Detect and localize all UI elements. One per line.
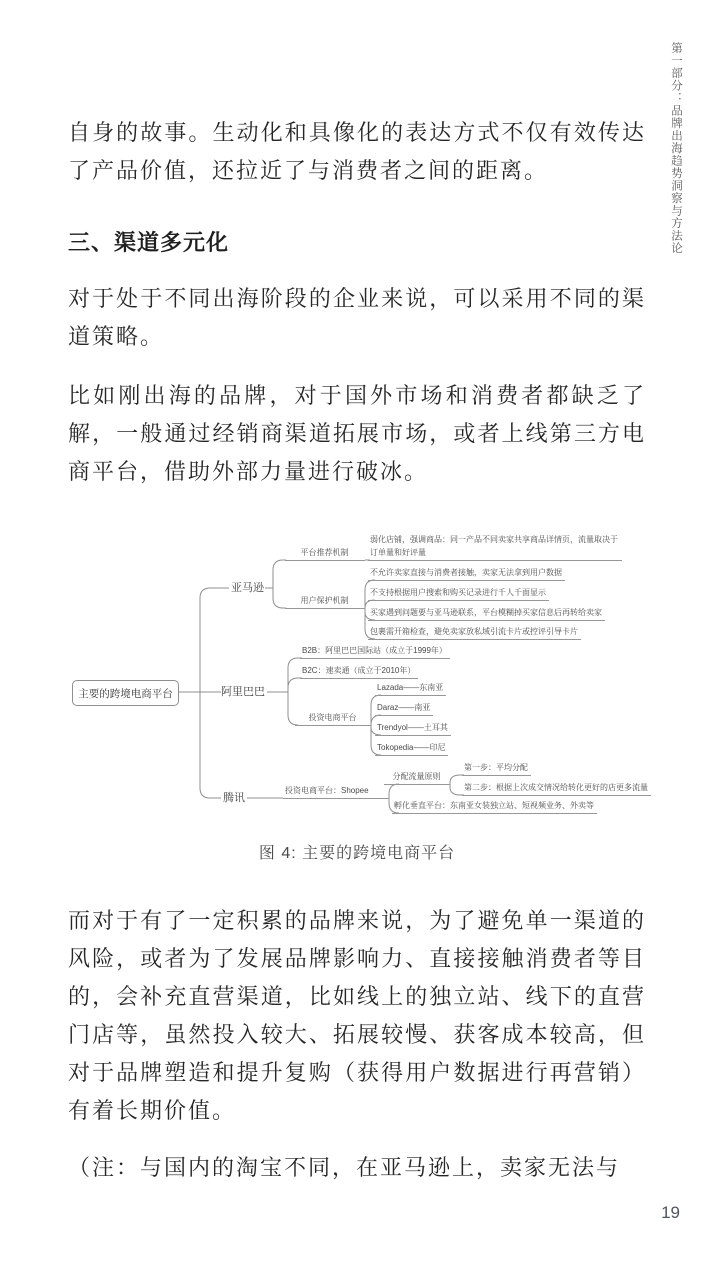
figure-caption: 图 4: 主要的跨境电商平台: [258, 845, 456, 862]
node-alibaba-b2c: B2C：速卖通（成立于2010年）: [300, 664, 418, 679]
section-side-label: 第一部分：品牌出海趋势洞察与方法论: [670, 42, 682, 255]
branch-label-tencent: 腾讯: [223, 792, 245, 804]
node-traffic-step: 第一步：平均分配: [462, 761, 531, 776]
paragraph: 自身的故事。生动化和具像化的表达方式不仅有效传达了产品价值，还拉近了与消费者之间的距离。: [68, 120, 646, 183]
node-invest-item: Lazada——东南亚: [375, 681, 446, 696]
node-protect-item: 不支持根据用户搜索和购买记录进行千人千面显示: [368, 586, 549, 601]
node-alibaba-b2b: B2B：阿里巴巴国际站（成立于1999年）: [300, 644, 450, 659]
node-platform-recommend-mechanism: 平台推荐机制: [285, 546, 365, 561]
node-tencent-shopee: 投资电商平台：Shopee: [283, 784, 389, 799]
node-protect-item: 买家遇到问题要与亚马逊联系，平台模糊掉买家信息后再转给卖家: [368, 606, 605, 621]
node-recommend-detail: 弱化店铺，强调商品：同一产品不同卖家共享商品详情页，流量取决于订单量和好评量: [368, 533, 622, 561]
branch-label-amazon: 亚马逊: [231, 582, 264, 594]
node-traffic-principle-label: 分配流量原则: [384, 770, 450, 785]
node-traffic-step: 第二步：根据上次成交情况给转化更好的店更多流量: [462, 781, 651, 796]
paragraph: 对于处于不同出海阶段的企业来说，可以采用不同的渠道策略。: [68, 286, 646, 349]
node-protect-item: 包裹需开箱检查，避免卖家放私域引流卡片或控评引导卡片: [368, 625, 581, 640]
paragraph: 比如刚出海的品牌，对于国外市场和消费者都缺乏了解，一般通过经销商渠道拓展市场，或者上线第三方电商平台，借助外部力量进行破冰。: [68, 383, 646, 484]
node-invest-item: Trendyol——土耳其: [375, 721, 451, 736]
page-number: 19: [661, 1203, 680, 1222]
node-invest-platform-label: 投资电商平台: [295, 711, 371, 726]
branch-label-alibaba: 阿里巴巴: [221, 686, 265, 698]
node-incubate-platform: 孵化垂直平台：东南亚女装独立站、短视频业务、外卖等: [392, 799, 597, 814]
node-invest-item: Daraz——南亚: [375, 701, 433, 716]
mindmap-figure: [62, 528, 658, 840]
node-protect-item: 不允许卖家直接与消费者接触，卖家无法拿到用户数据: [368, 566, 565, 581]
paragraph: （注：与国内的淘宝不同，在亚马逊上，卖家无法与: [68, 1155, 621, 1180]
paragraph: 而对于有了一定积累的品牌来说，为了避免单一渠道的风险，或者为了发展品牌影响力、直接接触消费者等目的，会补充直营渠道，比如线上的独立站、线下的直营门店等，虽然投入较大、拓展较慢、获客成本较高，但对于品牌塑造和提升复购（获得用户数据进行再营销）有着长期价值。: [68, 908, 646, 1123]
section-heading: 三、渠道多元化: [68, 230, 230, 255]
node-user-protect-mechanism: 用户保护机制: [285, 594, 365, 609]
mindmap-root-node: 主要的跨境电商平台: [72, 680, 179, 706]
node-invest-item: Tokopedia——印尼: [375, 741, 448, 756]
